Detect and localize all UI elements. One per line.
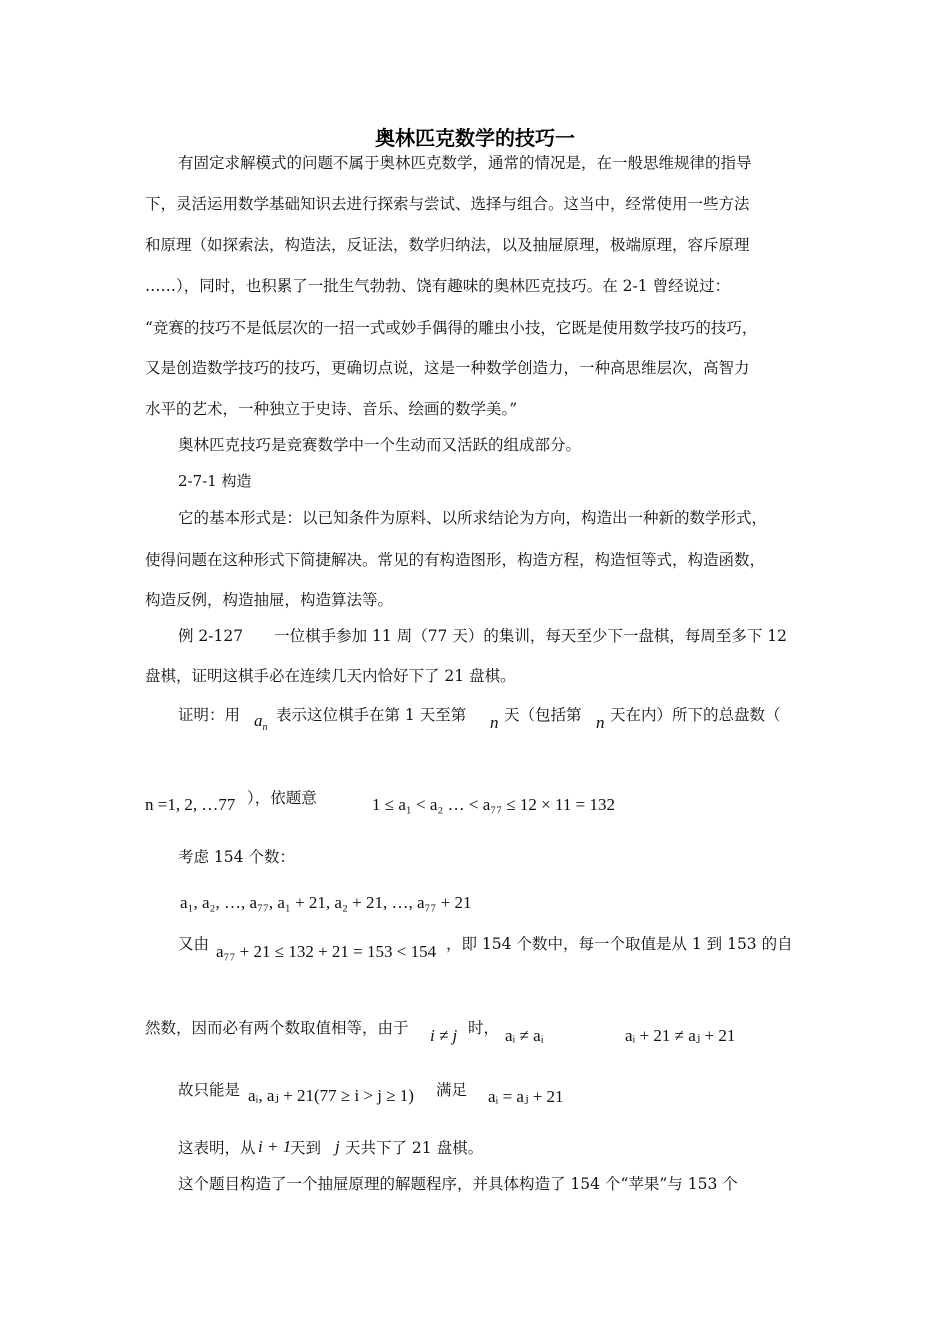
proof-text: ），依题意 [247,789,317,807]
paragraph-line: 又是创造数学技巧的技巧，更确切点说，这是一种数学创造力，一种高思维层次，高智力 [145,359,750,377]
math-i-ne-j: i ≠ j [430,1026,458,1045]
proof-text: 表示这位棋手在第 1 天至第 [276,706,467,724]
paragraph-line: “竞赛的技巧不是低层次的一招一式或妙手偶得的雕虫小技，它既是使用数学技巧的技巧， [145,319,758,337]
math-ai21-ne: aᵢ + 21 ≠ aⱼ + 21 [625,1026,736,1045]
proof-text: 又由 [178,935,210,953]
page-title: 奥林匹克数学的技巧一 [375,126,575,150]
math-a-n: $a_n$ [254,711,268,733]
proof-text: 天共下了 21 盘棋。 [345,1139,484,1157]
paragraph-line: 水平的艺术，一种独立于史诗、音乐、绘画的数学美。” [145,400,518,418]
math-n-range: n =1, 2, …77 [145,795,236,814]
paragraph-line: 奥林匹克技巧是竞赛数学中一个生动而又活跃的组成部分。 [178,436,582,454]
paragraph-line: 有固定求解模式的问题不属于奥林匹克数学，通常的情况是，在一般思维规律的指导 [178,154,752,172]
math-pair: aᵢ, aⱼ + 21(77 ≥ i > j ≥ 1) [248,1086,414,1105]
math-equation: aᵢ = aⱼ + 21 [488,1087,564,1106]
proof-text: 满足 [436,1081,468,1099]
math-ai-ne: aᵢ ≠ aᵢ [505,1026,544,1045]
paragraph-line: 这个题目构造了一个抽屉原理的解题程序，并具体构造了 154 个“苹果”与 153 个 [178,1175,738,1193]
math-n: n [596,713,605,732]
proof-text: 证明：用 [178,706,241,724]
paragraph-line: ……），同时，也积累了一批生气勃勃、饶有趣味的奥林匹克技巧。在 2-1 曾经说过： [145,277,731,295]
example-line: 盘棋，证明这棋手必在连续几天内恰好下了 21 盘棋。 [145,667,516,685]
proof-text: 然数，因而必有两个数取值相等，由于 [145,1019,409,1037]
paragraph-line: 构造反例，构造抽屉，构造算法等。 [145,591,394,609]
paragraph-line: 和原理（如探索法，构造法，反证法，数学归纳法，以及抽屉原理，极端原理，容斥原理 [145,236,750,254]
proof-text: 天到 [290,1139,322,1157]
math-inequality: 1 ≤ a₁ < a₂ … < a₇₇ ≤ 12 × 11 = 132 [372,795,615,814]
proof-text: ，即 154 个数中，每一个取值是从 1 到 153 的自 [446,935,793,953]
math-n: n [490,713,499,732]
paragraph-line: 它的基本形式是：以已知条件为原料、以所求结论为方向，构造出一种新的数学形式， [178,509,768,527]
proof-text: 考虑 154 个数： [178,848,295,866]
proof-text: 天（包括第 [504,706,582,724]
math-sequence: a₁, a₂, …, a₇₇, a₁ + 21, a₂ + 21, …, a₇₇ + 21 [180,893,472,912]
proof-text: 天在内）所下的总盘数（ [610,706,781,724]
paragraph-line: 使得问题在这种形式下简捷解决。常见的有构造图形，构造方程，构造恒等式，构造函数， [145,551,766,569]
math-i-plus-1: i + 1 [258,1137,292,1156]
math-inequality-2: a₇₇ + 21 ≤ 132 + 21 = 153 < 154 [216,942,437,961]
math-j: j [335,1137,340,1156]
example-line: 例 2-127 一位棋手参加 11 周（77 天）的集训，每天至少下一盘棋，每周至多下 12 [178,627,787,645]
proof-text: 这表明，从 [178,1139,256,1157]
paragraph-line: 下，灵活运用数学基础知识去进行探索与尝试、选择与组合。这当中，经常使用一些方法 [145,195,750,213]
proof-text: 时， [468,1019,500,1037]
proof-text: 故只能是 [178,1081,241,1099]
section-heading: 2-7-1 构造 [178,472,252,490]
